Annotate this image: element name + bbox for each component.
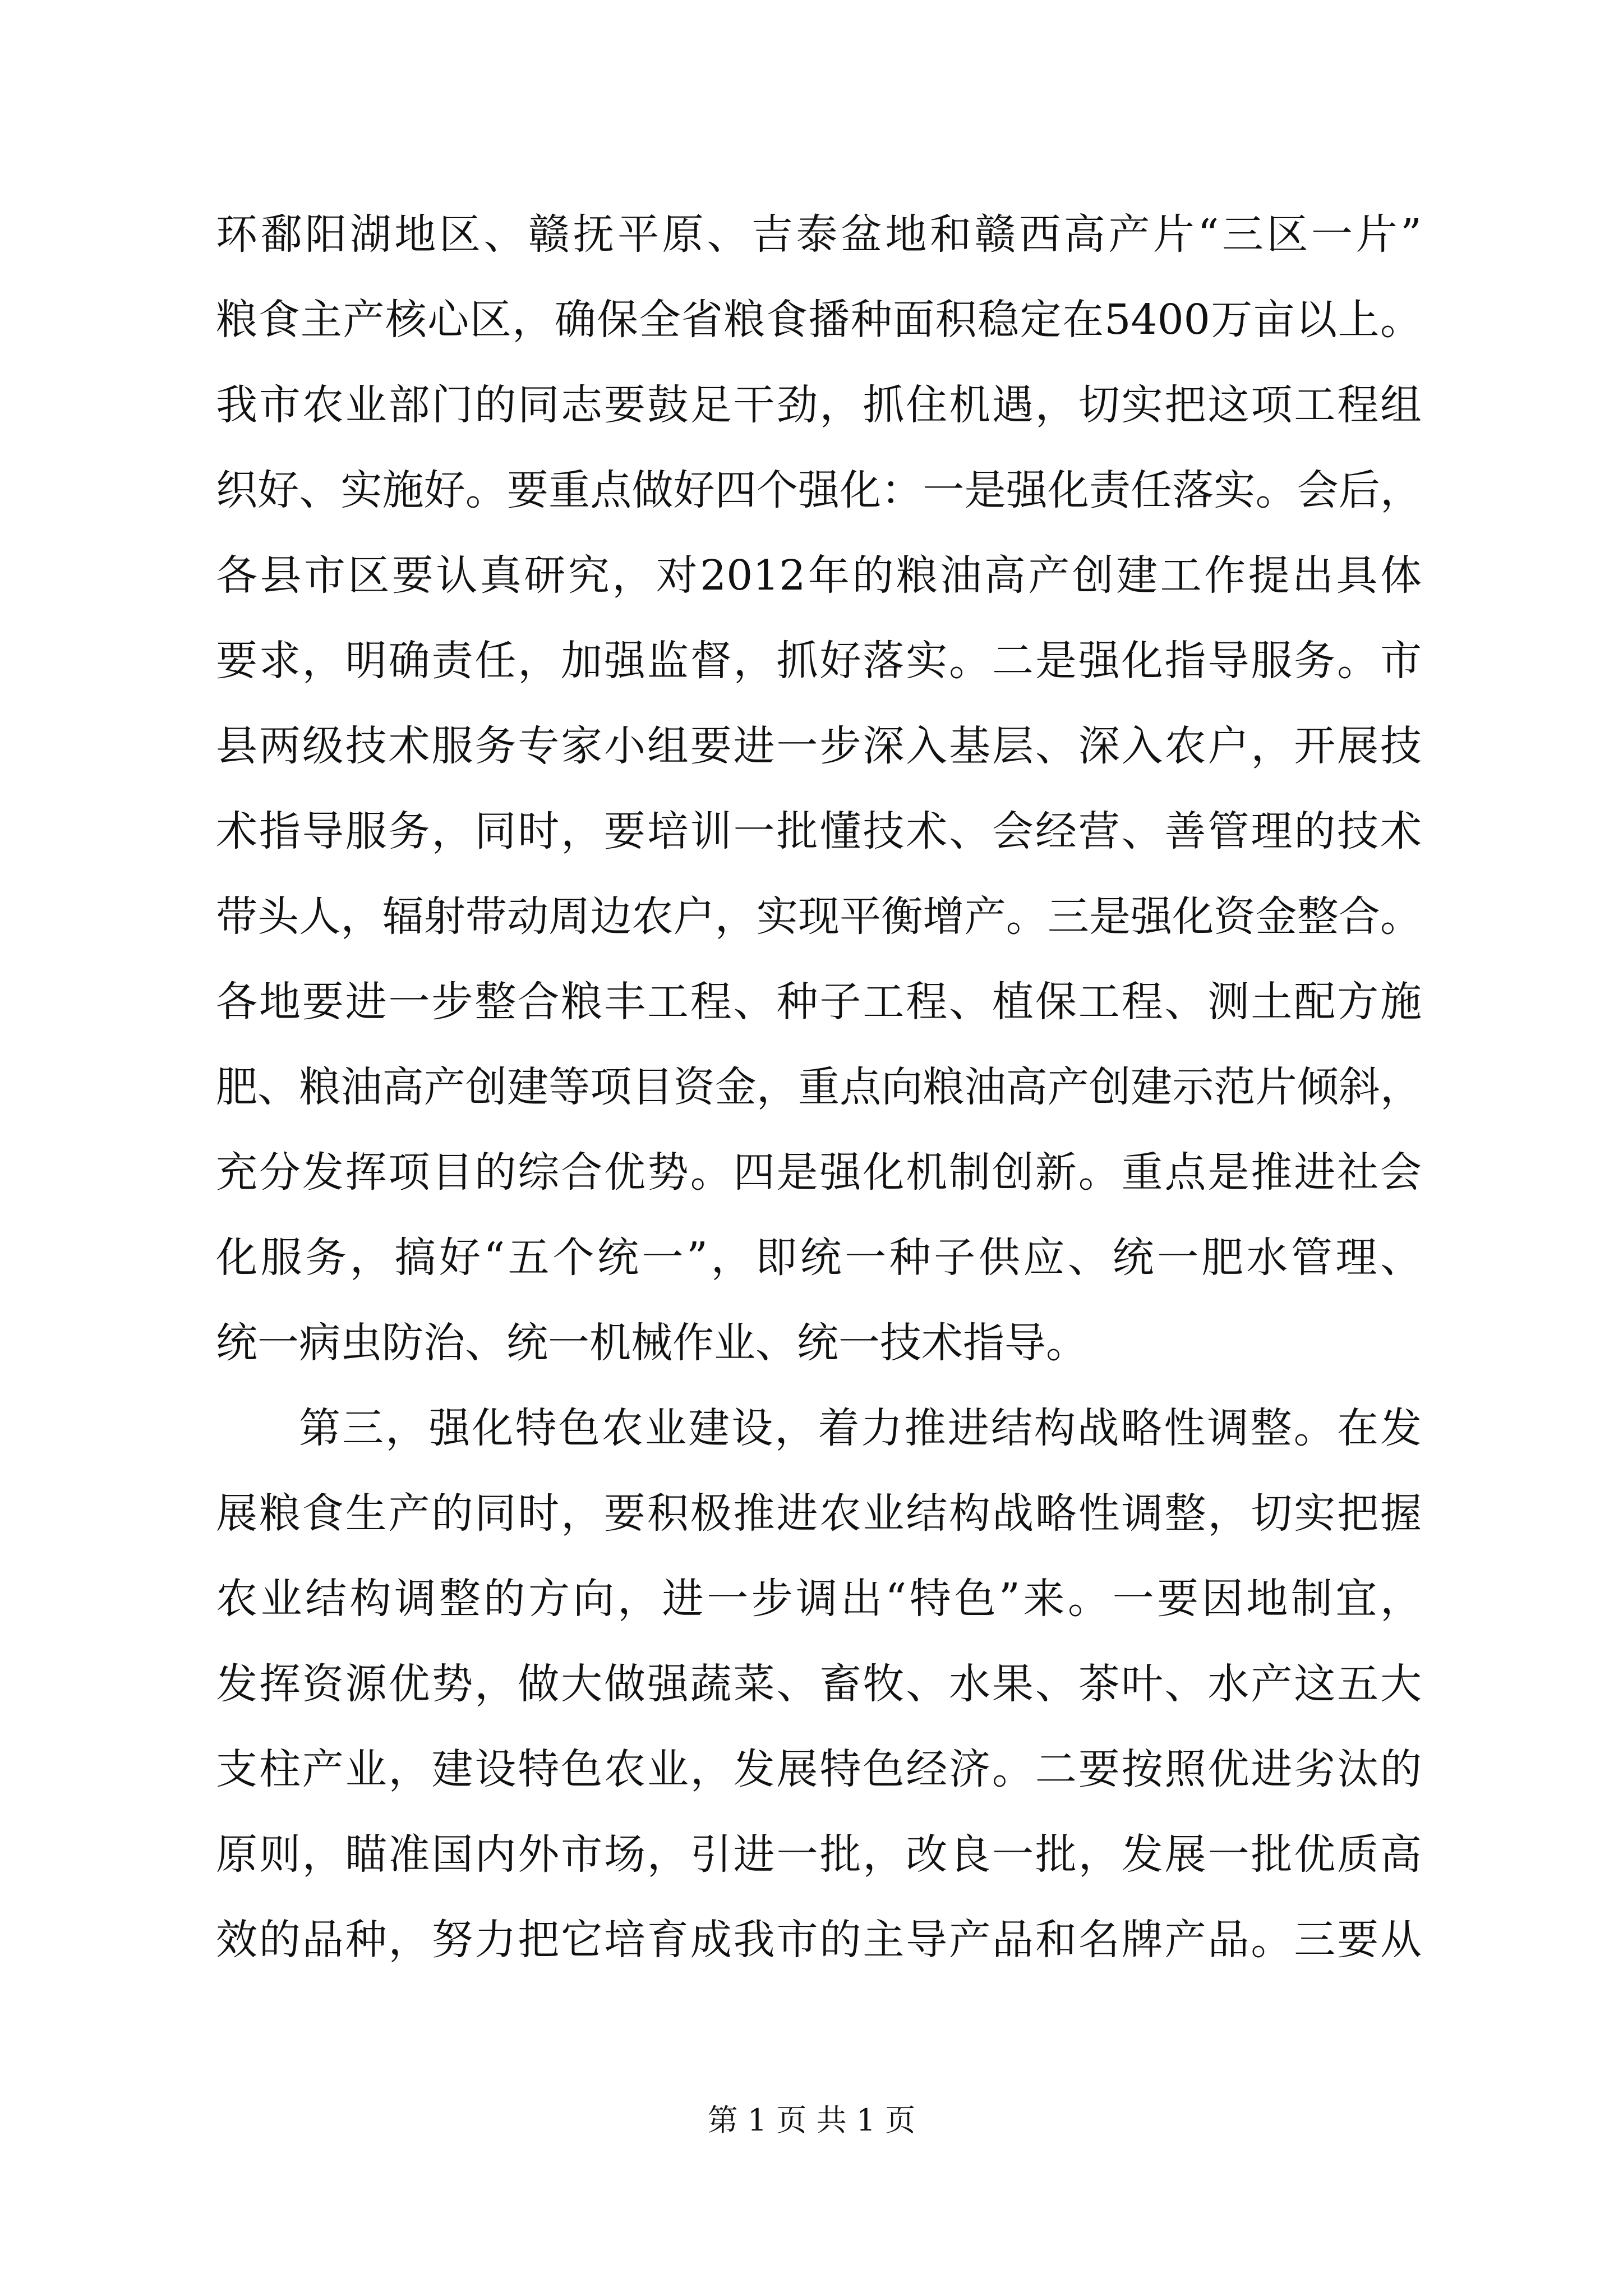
text-line: 农业结构调整的方向，进一步调出“特色”来。一要因地制宜，: [216, 1575, 1422, 1623]
text-line: 统一病虫防治、统一机械作业、统一技术指导。: [216, 1319, 1087, 1367]
text-line: 充分发挥项目的综合优势。四是强化机制创新。重点是推进社会: [216, 1148, 1422, 1197]
paragraph-first-line: 第三，强化特色农业建设，着力推进结构战略性调整。在发: [299, 1404, 1422, 1452]
text-line: 各县市区要认真研究，对2012年的粮油高产创建工作提出具体: [216, 551, 1422, 600]
text-line: 各地要进一步整合粮丰工程、种子工程、植保工程、测土配方施: [216, 978, 1422, 1026]
text-line: 支柱产业，建设特色农业，发展特色经济。二要按照优进劣汰的: [216, 1745, 1422, 1793]
text-line: 展粮食生产的同时，要积极推进农业结构战略性调整，切实把握: [216, 1489, 1422, 1538]
text-line: 我市农业部门的同志要鼓足干劲，抓住机遇，切实把这项工程组: [216, 381, 1422, 429]
text-line: 肥、粮油高产创建等项目资金，重点向粮油高产创建示范片倾斜，: [216, 1063, 1422, 1111]
text-line: 织好、实施好。要重点做好四个强化：一是强化责任落实。会后，: [216, 466, 1422, 514]
text-line: 原则，瞄准国内外市场，引进一批，改良一批，发展一批优质高: [216, 1830, 1422, 1879]
text-line: 化服务，搞好“五个统一”，即统一种子供应、统一肥水管理、: [216, 1234, 1422, 1282]
text-line: 效的品种，努力把它培育成我市的主导产品和名牌产品。三要从: [216, 1916, 1422, 1964]
page-number: 第 1 页 共 1 页: [707, 2102, 916, 2138]
text-line: 环鄱阳湖地区、赣抚平原、吉泰盆地和赣西高产片“三区一片”: [216, 210, 1422, 259]
text-line: 带头人，辐射带动周边农户，实现平衡增产。三是强化资金整合。: [216, 892, 1422, 941]
text-line: 发挥资源优势，做大做强蔬菜、畜牧、水果、茶叶、水产这五大: [216, 1660, 1422, 1708]
text-line: 术指导服务，同时，要培训一批懂技术、会经营、善管理的技术: [216, 807, 1422, 855]
page-footer: [0, 2098, 1623, 2143]
text-line: 粮食主产核心区，确保全省粮食播种面积稳定在5400万亩以上。: [216, 296, 1422, 344]
text-line: 要求，明确责任，加强监督，抓好落实。二是强化指导服务。市: [216, 637, 1422, 685]
text-line: 县两级技术服务专家小组要进一步深入基层、深入农户，开展技: [216, 722, 1422, 770]
body-text: [216, 206, 1422, 1997]
